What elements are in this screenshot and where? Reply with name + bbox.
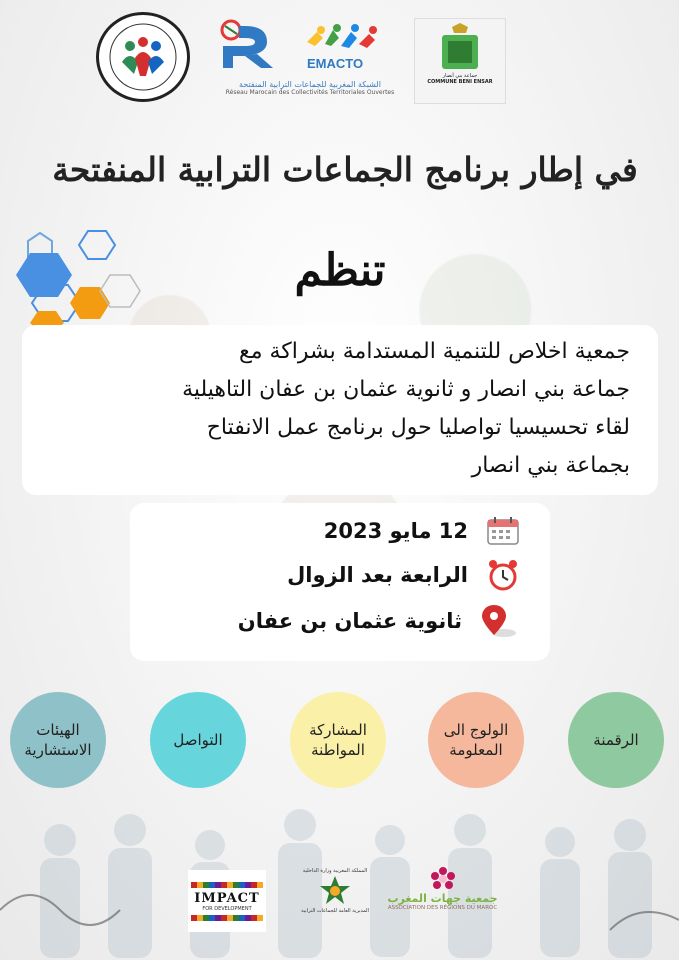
description-card — [22, 325, 658, 495]
pillar-communication — [150, 692, 246, 788]
commune-emblem-icon — [438, 23, 482, 73]
pillar-label: الهيئات الاستشارية — [24, 720, 92, 759]
pillar-digitization — [568, 692, 664, 788]
program-headline: في إطار برنامج الجماعات الترابية المنفتحة — [52, 150, 638, 189]
event-time: الرابعة بعد الزوال — [287, 563, 468, 587]
pillar-citizen-participation — [290, 692, 386, 788]
description-line: لقاء تحسيسيا تواصليا حول برنامج عمل الانفتاح — [206, 415, 630, 440]
place-row — [238, 601, 520, 641]
location-pin-icon — [480, 603, 520, 639]
regions-name-fr: ASSOCIATION DES RÉGIONS DU MAROC — [387, 905, 498, 911]
event-info-card — [130, 503, 550, 661]
ministry-subtitle: المديرية العامة للجماعات الترابية — [301, 908, 369, 914]
remacto-subtitle-ar: الشبكة المغربية للجماعات الترابية المنفتحة — [239, 80, 381, 89]
alarm-clock-icon — [486, 558, 520, 592]
calendar-icon — [486, 516, 520, 546]
remacto-name: EMACTO — [307, 56, 364, 71]
impact-title: IMPACT — [194, 890, 260, 906]
pillar-label: الرقمنة — [593, 730, 639, 749]
pillar-label: المشاركة المواطنة — [309, 720, 367, 759]
ministry-name: المملكة المغربية وزارة الداخلية — [302, 868, 368, 874]
pillar-access-information — [428, 692, 524, 788]
ministry-logo — [300, 868, 370, 938]
star-emblem-icon — [318, 874, 352, 908]
event-place: ثانوية عثمان بن عفان — [237, 609, 462, 633]
hexagon-decoration — [10, 225, 150, 330]
commune-name-ar: جماعة بني أنصار — [442, 73, 478, 79]
impact-stripe-bottom — [191, 915, 263, 921]
description-line: جمعية اخلاص للتنمية المستدامة بشراكة مع — [239, 339, 630, 364]
remacto-subtitle-fr: Réseau Marocain des Collectivités Territoriales Ouvertes — [225, 89, 395, 96]
commune-logo — [414, 18, 506, 104]
description-line: بجماعة بني انصار — [471, 453, 630, 478]
date-row — [324, 511, 520, 551]
commune-name-fr: COMMUNE BENI ENSAR — [427, 79, 493, 85]
impact-logo — [188, 870, 266, 932]
regions-name-ar: جمعية جهات المغرب — [387, 892, 498, 905]
description-line: جماعة بني انصار و ثانوية عثمان بن عفان التاهيلية — [182, 377, 630, 402]
regions-association-logo — [380, 866, 505, 936]
impact-subtitle: FOR DEVELOPMENT — [202, 905, 252, 912]
organizes-title: تنظم — [294, 245, 386, 296]
event-date: 12 مايو 2023 — [323, 519, 468, 543]
description-text — [30, 333, 630, 485]
flower-icon — [429, 866, 457, 892]
association-logo — [96, 12, 190, 102]
time-row — [287, 555, 520, 595]
impact-stripe-top — [191, 882, 263, 888]
remacto-logo — [215, 16, 405, 111]
people-unity-icon — [108, 22, 178, 92]
pillar-label: الولوج الى المعلومة — [443, 720, 509, 759]
pillar-label: التواصل — [173, 730, 223, 749]
pillar-advisory-bodies — [10, 692, 106, 788]
